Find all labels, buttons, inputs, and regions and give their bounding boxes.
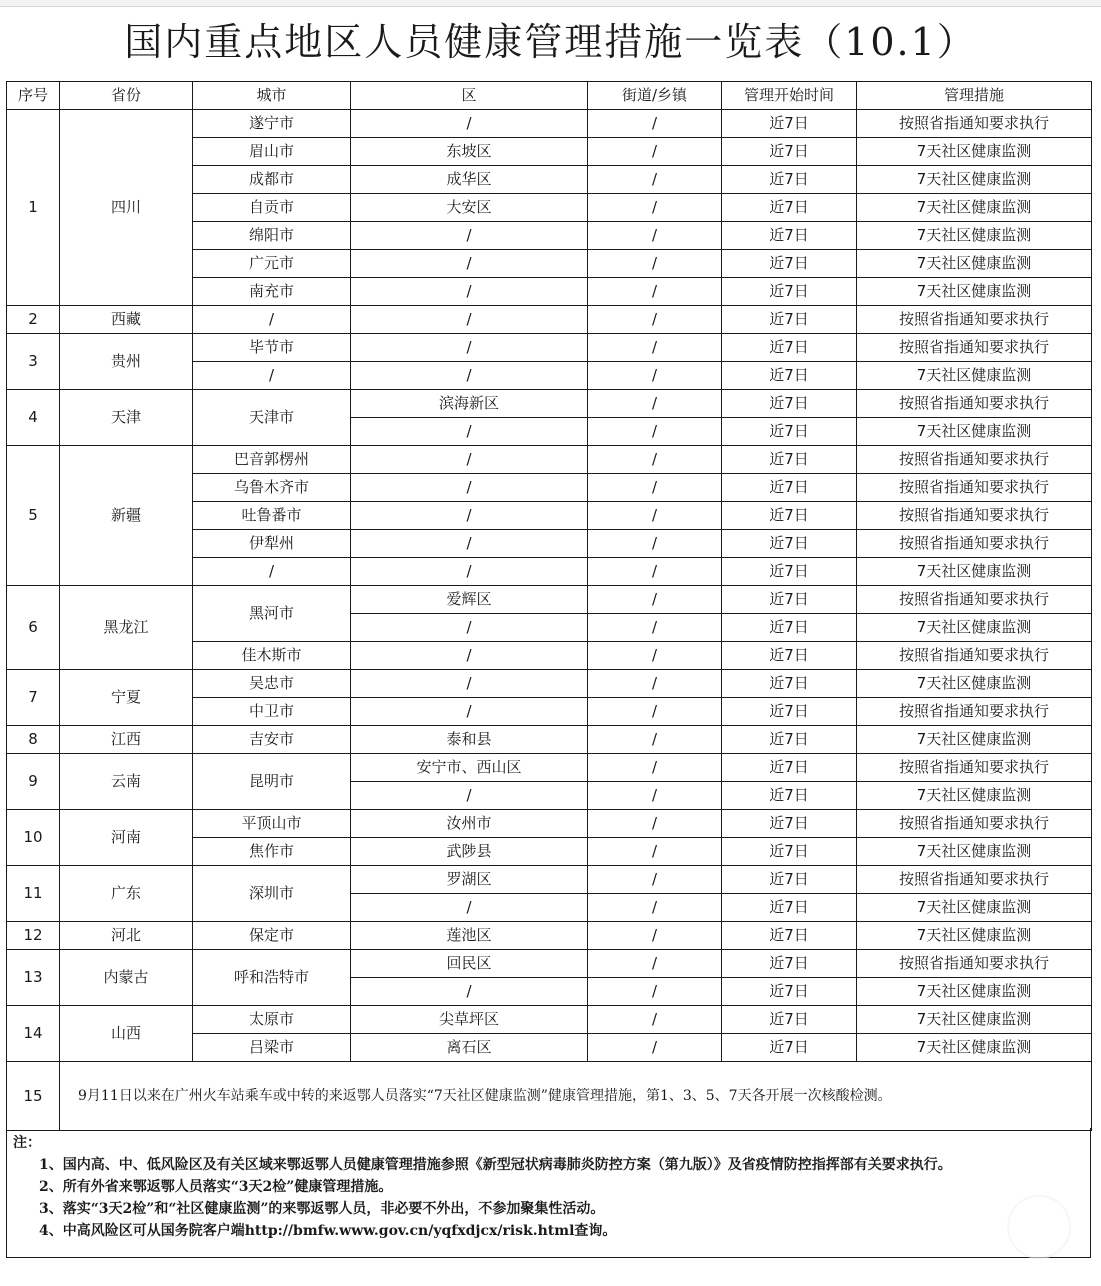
cell-district: 罗湖区 (351, 866, 588, 894)
cell-start-time: 近7日 (722, 1034, 857, 1062)
cell-city: / (193, 362, 351, 390)
cell-measure: 7天社区健康监测 (857, 166, 1092, 194)
cell-street: / (588, 194, 722, 222)
cell-city: 吴忠市 (193, 670, 351, 698)
cell-measure: 7天社区健康监测 (857, 922, 1092, 950)
table-row (7, 922, 1092, 950)
cell-city: 伊犁州 (193, 530, 351, 558)
header-street: 街道/乡镇 (588, 82, 722, 110)
cell-street: / (588, 614, 722, 642)
cell-start-time: 近7日 (722, 754, 857, 782)
cell-street: / (588, 166, 722, 194)
cell-seq: 10 (7, 810, 60, 866)
header-district: 区 (351, 82, 588, 110)
table-row (7, 110, 1092, 138)
cell-district: / (351, 670, 588, 698)
cell-measure: 7天社区健康监测 (857, 1006, 1092, 1034)
cell-measure: 按照省指通知要求执行 (857, 530, 1092, 558)
cell-start-time: 近7日 (722, 726, 857, 754)
cell-city: 呼和浩特市 (193, 950, 351, 1006)
cell-start-time: 近7日 (722, 810, 857, 838)
cell-start-time: 近7日 (722, 978, 857, 1006)
cell-start-time: 近7日 (722, 530, 857, 558)
cell-city: 天津市 (193, 390, 351, 446)
cell-street: / (588, 810, 722, 838)
cell-city: 太原市 (193, 1006, 351, 1034)
cell-district: / (351, 418, 588, 446)
table-row (7, 670, 1092, 698)
cell-street: / (588, 334, 722, 362)
cell-measure: 7天社区健康监测 (857, 978, 1092, 1006)
cell-district: / (351, 530, 588, 558)
table-row (7, 390, 1092, 418)
cell-start-time: 近7日 (722, 922, 857, 950)
cell-city: 巴音郭楞州 (193, 446, 351, 474)
table-row (7, 754, 1092, 782)
cell-district: / (351, 782, 588, 810)
notes-section (6, 1128, 1091, 1258)
header-start-time: 管理开始时间 (722, 82, 857, 110)
cell-seq: 11 (7, 866, 60, 922)
cell-district: 离石区 (351, 1034, 588, 1062)
cell-street: / (588, 782, 722, 810)
cell-district: 成华区 (351, 166, 588, 194)
cell-province: 河南 (60, 810, 193, 866)
cell-province: 山西 (60, 1006, 193, 1062)
cell-district: 莲池区 (351, 922, 588, 950)
cell-district: / (351, 894, 588, 922)
cell-district: 泰和县 (351, 726, 588, 754)
cell-province: 广东 (60, 866, 193, 922)
watermark-seal (1007, 1195, 1071, 1259)
cell-district: 回民区 (351, 950, 588, 978)
cell-city: 成都市 (193, 166, 351, 194)
cell-start-time: 近7日 (722, 782, 857, 810)
cell-street: / (588, 222, 722, 250)
cell-district: 滨海新区 (351, 390, 588, 418)
cell-measure: 7天社区健康监测 (857, 362, 1092, 390)
cell-measure: 按照省指通知要求执行 (857, 866, 1092, 894)
cell-start-time: 近7日 (722, 334, 857, 362)
cell-street: / (588, 362, 722, 390)
cell-seq: 7 (7, 670, 60, 726)
cell-measure: 按照省指通知要求执行 (857, 390, 1092, 418)
cell-province: 贵州 (60, 334, 193, 390)
cell-city: 黑河市 (193, 586, 351, 642)
cell-city: 吐鲁番市 (193, 502, 351, 530)
cell-measure: 7天社区健康监测 (857, 558, 1092, 586)
cell-start-time: 近7日 (722, 306, 857, 334)
cell-seq: 15 (7, 1062, 60, 1131)
cell-measure: 7天社区健康监测 (857, 250, 1092, 278)
cell-city: / (193, 558, 351, 586)
cell-province: 江西 (60, 726, 193, 754)
cell-street: / (588, 1034, 722, 1062)
notes-heading: 注： (13, 1135, 41, 1151)
cell-measure: 7天社区健康监测 (857, 418, 1092, 446)
cell-start-time: 近7日 (722, 894, 857, 922)
table-row (7, 1006, 1092, 1034)
cell-street: / (588, 110, 722, 138)
cell-street: / (588, 502, 722, 530)
cell-province: 宁夏 (60, 670, 193, 726)
cell-district: / (351, 502, 588, 530)
cell-measure: 按照省指通知要求执行 (857, 502, 1092, 530)
cell-street: / (588, 894, 722, 922)
cell-measure: 7天社区健康监测 (857, 726, 1092, 754)
cell-street: / (588, 558, 722, 586)
table-body (7, 110, 1092, 1131)
cell-seq: 9 (7, 754, 60, 810)
cell-city: 乌鲁木齐市 (193, 474, 351, 502)
cell-district: 尖草坪区 (351, 1006, 588, 1034)
cell-measure: 7天社区健康监测 (857, 782, 1092, 810)
cell-measure: 7天社区健康监测 (857, 278, 1092, 306)
cell-measure: 7天社区健康监测 (857, 894, 1092, 922)
cell-measure: 按照省指通知要求执行 (857, 810, 1092, 838)
cell-start-time: 近7日 (722, 670, 857, 698)
cell-street: / (588, 474, 722, 502)
cell-street: / (588, 306, 722, 334)
table-row (7, 726, 1092, 754)
header-measure: 管理措施 (857, 82, 1092, 110)
cell-start-time: 近7日 (722, 250, 857, 278)
cell-measure: 按照省指通知要求执行 (857, 950, 1092, 978)
cell-street: / (588, 866, 722, 894)
cell-street: / (588, 950, 722, 978)
table-row (7, 866, 1092, 894)
cell-street: / (588, 390, 722, 418)
cell-measure: 按照省指通知要求执行 (857, 110, 1092, 138)
cell-start-time: 近7日 (722, 642, 857, 670)
cell-district: / (351, 446, 588, 474)
cell-province: 云南 (60, 754, 193, 810)
cell-seq: 8 (7, 726, 60, 754)
note-item: 3、落实“3天2检”和“社区健康监测”的来鄂返鄂人员，非必要不外出，不参加聚集性活动。 (39, 1201, 605, 1217)
cell-measure: 7天社区健康监测 (857, 138, 1092, 166)
cell-province: 黑龙江 (60, 586, 193, 670)
cell-district: / (351, 250, 588, 278)
cell-measure: 按照省指通知要求执行 (857, 698, 1092, 726)
cell-street: / (588, 418, 722, 446)
cell-city: 保定市 (193, 922, 351, 950)
cell-district: / (351, 642, 588, 670)
cell-city: 毕节市 (193, 334, 351, 362)
cell-measure: 7天社区健康监测 (857, 614, 1092, 642)
cell-district: 安宁市、西山区 (351, 754, 588, 782)
cell-street: / (588, 698, 722, 726)
cell-district: / (351, 222, 588, 250)
cell-start-time: 近7日 (722, 110, 857, 138)
note-item: 4、中高风险区可从国务院客户端http://bmfw.www.gov.cn/yqfxdjcx/risk.html查询。 (39, 1223, 617, 1239)
cell-street: / (588, 278, 722, 306)
cell-province: 天津 (60, 390, 193, 446)
cell-start-time: 近7日 (722, 222, 857, 250)
cell-start-time: 近7日 (722, 502, 857, 530)
cell-measure: 按照省指通知要求执行 (857, 334, 1092, 362)
spreadsheet-column-strip (0, 0, 1101, 7)
cell-start-time: 近7日 (722, 866, 857, 894)
cell-province: 西藏 (60, 306, 193, 334)
cell-street: / (588, 446, 722, 474)
cell-city: 中卫市 (193, 698, 351, 726)
cell-measure: 7天社区健康监测 (857, 194, 1092, 222)
cell-start-time: 近7日 (722, 166, 857, 194)
cell-city: 广元市 (193, 250, 351, 278)
cell-district: / (351, 474, 588, 502)
cell-street: / (588, 838, 722, 866)
cell-start-time: 近7日 (722, 278, 857, 306)
measures-table (6, 81, 1092, 1131)
table-row (7, 1062, 1092, 1131)
cell-district: / (351, 614, 588, 642)
cell-district: 东坡区 (351, 138, 588, 166)
cell-start-time: 近7日 (722, 586, 857, 614)
cell-city: 眉山市 (193, 138, 351, 166)
cell-measure: 按照省指通知要求执行 (857, 474, 1092, 502)
cell-city: 昆明市 (193, 754, 351, 810)
cell-city: 吉安市 (193, 726, 351, 754)
cell-street: / (588, 586, 722, 614)
header-row (7, 82, 1092, 110)
cell-district: / (351, 110, 588, 138)
cell-street: / (588, 642, 722, 670)
cell-start-time: 近7日 (722, 446, 857, 474)
cell-start-time: 近7日 (722, 194, 857, 222)
cell-measure: 按照省指通知要求执行 (857, 642, 1092, 670)
header-city: 城市 (193, 82, 351, 110)
table-row (7, 446, 1092, 474)
cell-city: 吕梁市 (193, 1034, 351, 1062)
cell-start-time: 近7日 (722, 418, 857, 446)
cell-start-time: 近7日 (722, 698, 857, 726)
cell-measure: 7天社区健康监测 (857, 838, 1092, 866)
cell-district: 武陟县 (351, 838, 588, 866)
cell-measure: 7天社区健康监测 (857, 670, 1092, 698)
page-title: 国内重点地区人员健康管理措施一览表（10.1） (124, 20, 977, 64)
cell-street: / (588, 978, 722, 1006)
cell-district: / (351, 334, 588, 362)
cell-province: 内蒙古 (60, 950, 193, 1006)
cell-measure: 按照省指通知要求执行 (857, 306, 1092, 334)
cell-seq: 6 (7, 586, 60, 670)
cell-district: / (351, 362, 588, 390)
cell-start-time: 近7日 (722, 838, 857, 866)
cell-city: 平顶山市 (193, 810, 351, 838)
cell-street: / (588, 530, 722, 558)
cell-province: 四川 (60, 110, 193, 306)
cell-seq: 12 (7, 922, 60, 950)
note-item: 1、国内高、中、低风险区及有关区域来鄂返鄂人员健康管理措施参照《新型冠状病毒肺炎防控方案（第九版）》及省疫情防控指挥部有关要求执行。 (39, 1157, 952, 1173)
cell-district: / (351, 698, 588, 726)
cell-start-time: 近7日 (722, 558, 857, 586)
cell-measure: 按照省指通知要求执行 (857, 754, 1092, 782)
table-row (7, 334, 1092, 362)
table-row (7, 306, 1092, 334)
cell-measure: 7天社区健康监测 (857, 222, 1092, 250)
cell-district: / (351, 558, 588, 586)
cell-street: / (588, 922, 722, 950)
cell-seq: 3 (7, 334, 60, 390)
table-row (7, 950, 1092, 978)
header-seq: 序号 (7, 82, 60, 110)
cell-start-time: 近7日 (722, 390, 857, 418)
cell-measure: 7天社区健康监测 (857, 1034, 1092, 1062)
cell-seq: 4 (7, 390, 60, 446)
cell-province: 新疆 (60, 446, 193, 586)
cell-start-time: 近7日 (722, 138, 857, 166)
cell-district: 爱辉区 (351, 586, 588, 614)
cell-street: / (588, 138, 722, 166)
cell-seq: 2 (7, 306, 60, 334)
cell-start-time: 近7日 (722, 362, 857, 390)
cell-measure: 按照省指通知要求执行 (857, 586, 1092, 614)
cell-city: 焦作市 (193, 838, 351, 866)
cell-special-note: 9月11日以来在广州火车站乘车或中转的来返鄂人员落实“7天社区健康监测”健康管理措施，第1、3、5、7天各开展一次核酸检测。 (60, 1062, 1092, 1131)
table-row (7, 586, 1092, 614)
cell-measure: 按照省指通知要求执行 (857, 446, 1092, 474)
cell-start-time: 近7日 (722, 1006, 857, 1034)
cell-start-time: 近7日 (722, 474, 857, 502)
cell-seq: 13 (7, 950, 60, 1006)
cell-start-time: 近7日 (722, 614, 857, 642)
cell-city: 自贡市 (193, 194, 351, 222)
cell-city: 深圳市 (193, 866, 351, 922)
cell-city: / (193, 306, 351, 334)
cell-seq: 14 (7, 1006, 60, 1062)
cell-district: 汝州市 (351, 810, 588, 838)
cell-street: / (588, 754, 722, 782)
cell-city: 佳木斯市 (193, 642, 351, 670)
cell-city: 绵阳市 (193, 222, 351, 250)
note-item: 2、所有外省来鄂返鄂人员落实“3天2检”健康管理措施。 (39, 1179, 393, 1195)
cell-district: / (351, 306, 588, 334)
cell-district: / (351, 278, 588, 306)
cell-start-time: 近7日 (722, 950, 857, 978)
cell-city: 南充市 (193, 278, 351, 306)
cell-city: 遂宁市 (193, 110, 351, 138)
cell-seq: 5 (7, 446, 60, 586)
cell-street: / (588, 726, 722, 754)
cell-district: / (351, 978, 588, 1006)
cell-street: / (588, 250, 722, 278)
cell-district: 大安区 (351, 194, 588, 222)
cell-street: / (588, 1006, 722, 1034)
cell-street: / (588, 670, 722, 698)
table-row (7, 810, 1092, 838)
cell-province: 河北 (60, 922, 193, 950)
cell-seq: 1 (7, 110, 60, 306)
header-province: 省份 (60, 82, 193, 110)
